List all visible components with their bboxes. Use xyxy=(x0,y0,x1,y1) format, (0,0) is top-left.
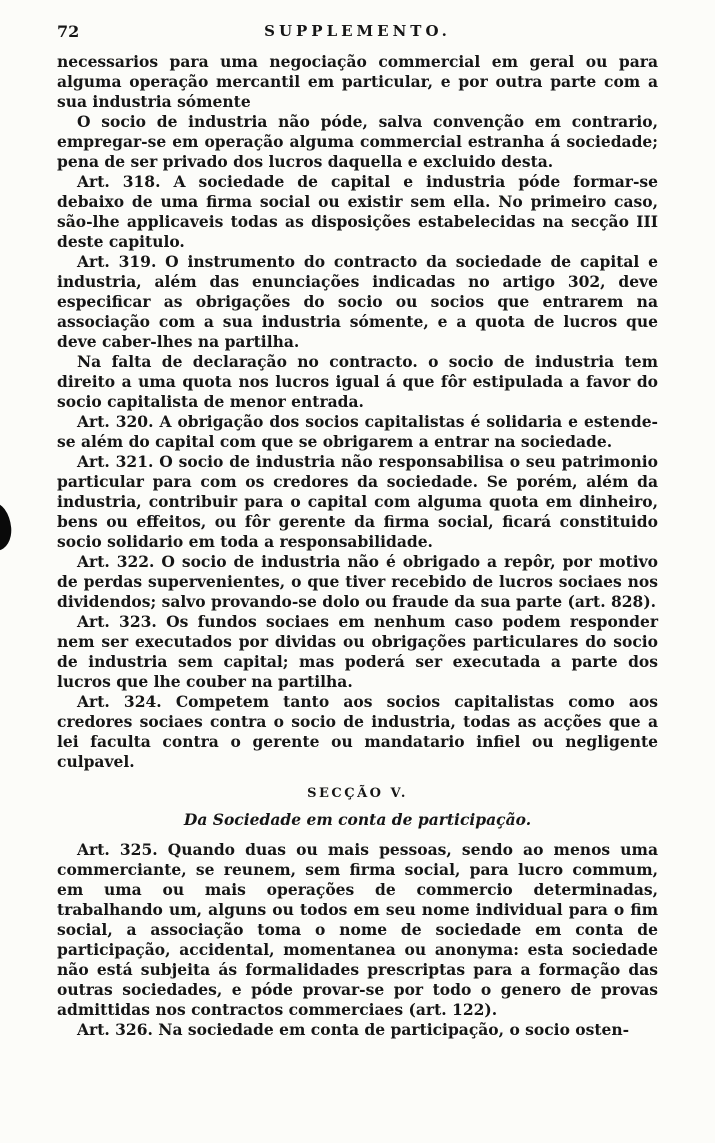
paragraph-art-319: Art. 319. O instrumento do contracto da sociedade de capital e industria, além das enunciações indicadas no artigo 302, deve especificar as obrigações do socio ou socios que entrarem na associação com a sua industria sómente, e a quota de lucros que deve caber-lhes na partilha. xyxy=(57,252,658,351)
paragraph: Na falta de declaração no contracto. o socio de industria tem direito a uma quota nos lucros igual á que fôr estipulada a favor do socio capitalista de menor entrada. xyxy=(57,352,658,411)
paragraph-art-321: Art. 321. O socio de industria não responsabilisa o seu patrimonio particular para com os credores da sociedade. Se porém, além da industria, contribuir para o capital com alguma quota em dinheiro, bens ou effeitos, ou fôr gerente da firma social, ficará constituido socio solidario em toda a responsabilidade. xyxy=(57,452,658,551)
paragraph-art-323: Art. 323. Os fundos sociaes em nenhum caso podem responder nem ser executados por dividas ou obrigações particulares do socio de industria sem capital; mas poderá ser executada a parte dos lucros que lhe couber na partilha. xyxy=(57,612,658,691)
page-header xyxy=(57,22,658,44)
paragraph-art-325: Art. 325. Quando duas ou mais pessoas, sendo ao menos uma commerciante, se reunem, sem firma social, para lucro commum, em uma ou mais operações de commercio determinadas, trabalhando um, alguns ou todos em seu nome individual para o fim social, a associação toma o nome de sociedade em conta de participação, accidental, momentanea ou anonyma: esta sociedade não está subjeita ás formalidades prescriptas para a formação das outras sociedades, e póde provar-se por todo o genero de provas admittidas nos contractos commerciaes (art. 122). xyxy=(57,840,658,1019)
paragraph-art-322: Art. 322. O socio de industria não é obrigado a repôr, por motivo de perdas supervenientes, o que tiver recebido de lucros sociaes nos dividendos; salvo provando-se dolo ou fraude da sua parte (art. 828). xyxy=(57,552,658,611)
paragraph-art-320: Art. 320. A obrigação dos socios capitalistas é solidaria e estende-se além do capital com que se obrigarem a entrar na sociedade. xyxy=(57,412,658,451)
page-body xyxy=(57,52,658,1040)
running-title: SUPPLEMENTO. xyxy=(264,22,451,40)
paragraph: necessarios para uma negociação commercial em geral ou para alguma operação mercantil em particular, e por outra parte com a sua industria sómente xyxy=(57,52,658,111)
page-number: 72 xyxy=(57,22,80,41)
section-subtitle: Da Sociedade em conta de participação. xyxy=(183,810,532,829)
paragraph: O socio de industria não póde, salva convenção em contrario, empregar-se em operação alguma commercial estranha á sociedade; pena de ser privado dos lucros daquella e excluido desta. xyxy=(57,112,658,171)
paragraph-art-324: Art. 324. Competem tanto aos socios capitalistas como aos credores sociaes contra o socio de industria, todas as acções que a lei faculta contra o gerente ou mandatario infiel ou negligente culpavel. xyxy=(57,692,658,771)
paragraph-art-326: Art. 326. Na sociedade em conta de participação, o socio osten- xyxy=(77,1020,630,1039)
paragraph-art-318: Art. 318. A sociedade de capital e industria póde formar-se debaixo de uma firma social ou existir sem ella. No primeiro caso, são-lhe applicaveis todas as disposições estabelecidas na secção III deste capitulo. xyxy=(57,172,658,251)
ink-blot-mark xyxy=(0,501,13,550)
section-heading: SECÇÃO V. xyxy=(307,786,408,801)
